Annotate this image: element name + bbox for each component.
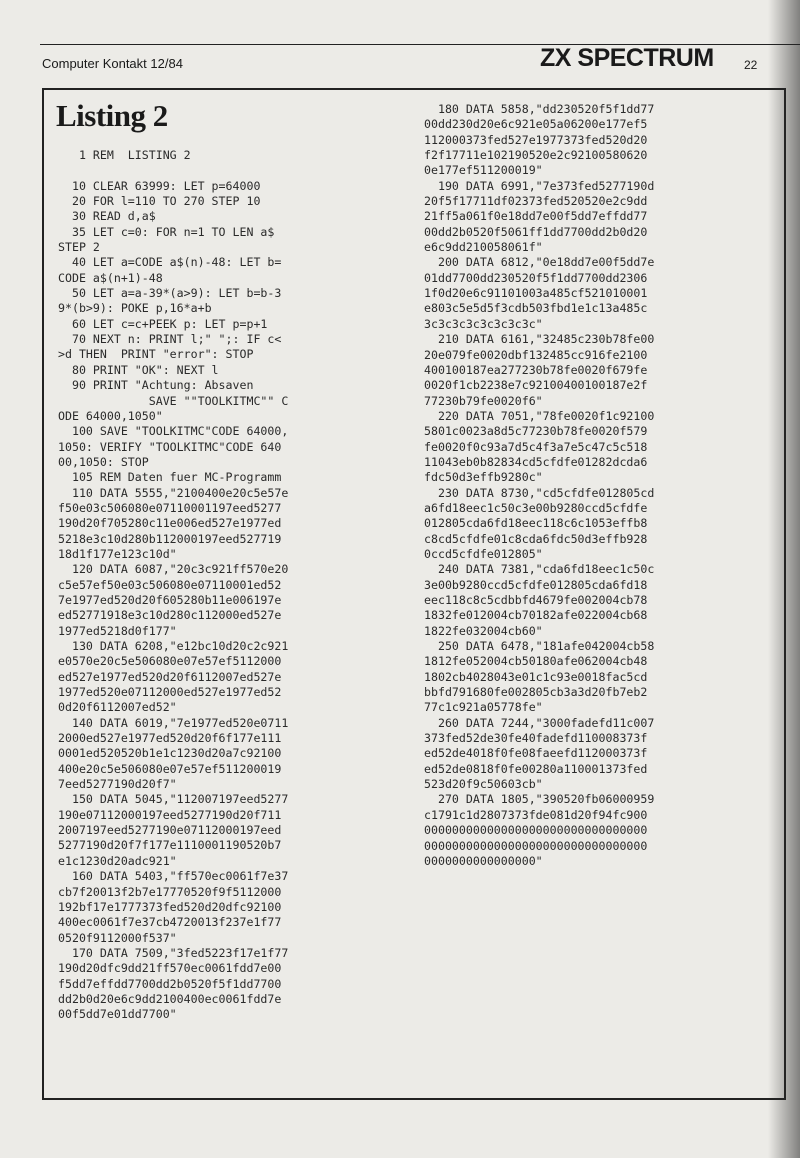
code-line: c1791c1d2807373fde081d20f94fc900	[424, 807, 648, 822]
code-line: 00dd2b0520f5061ff1dd7700dd2b0d20	[424, 224, 648, 239]
code-line: 30 READ d,a$	[58, 209, 156, 224]
code-line: 10 CLEAR 63999: LET p=64000	[58, 178, 261, 193]
code-line: 00000000000000000000000000000000	[424, 838, 648, 853]
code-line: STEP 2	[58, 240, 100, 255]
code-line: e6c9dd210058061f"	[424, 240, 543, 255]
code-line: SAVE ""TOOLKITMC"" C	[58, 393, 289, 408]
code-line: 11043eb0b82834cd5cfdfe01282dcda6	[424, 454, 648, 469]
code-line	[58, 163, 288, 178]
code-line: ODE 64000,1050"	[58, 408, 163, 423]
code-line: 3c3c3c3c3c3c3c3c"	[424, 316, 543, 331]
code-line: ed52de0818f0fe00280a110001373fed	[424, 761, 648, 776]
code-line: 240 DATA 7381,"cda6fd18eec1c50c	[424, 562, 655, 577]
code-line: CODE a$(n+1)-48	[58, 270, 163, 285]
section-title: ZX SPECTRUM	[540, 44, 714, 72]
code-line: 2007197eed5277190e07112000197eed	[58, 823, 282, 838]
code-line: c5e57ef50e03c506080e07110001ed52	[58, 577, 282, 592]
page-number: 22	[744, 58, 758, 72]
code-line: 1977ed5218d0f177"	[58, 623, 177, 638]
code-line: 18d1f177e123c10d"	[58, 546, 177, 561]
code-line: ed52de4018f0fe08faeefd112000373f	[424, 746, 648, 761]
code-line: c8cd5cfdfe01c8cda6fdc50d3effb928	[424, 531, 648, 546]
code-line: 1 REM LISTING 2	[58, 148, 191, 162]
code-line: 0000000000000000"	[424, 853, 543, 868]
code-line: 190d20f705280c11e006ed527e1977ed	[58, 516, 282, 531]
code-line: 1802cb4028043e01c1c93e0018fac5cd	[424, 669, 648, 684]
code-line: 180 DATA 5858,"dd230520f5f1dd77	[424, 102, 655, 116]
code-line: 1832fe012004cb70182afe022004cb68	[424, 608, 648, 623]
code-line: dd2b0d20e6c9dd2100400ec0061fdd7e	[58, 991, 282, 1006]
code-line: 80 PRINT "OK": NEXT l	[58, 362, 219, 377]
code-line: 120 DATA 6087,"20c3c921ff570e20	[58, 562, 289, 577]
code-line: 1822fe032004cb60"	[424, 623, 543, 638]
code-line: bbfd791680fe002805cb3a3d20fb7eb2	[424, 685, 648, 700]
code-line: 400e20c5e506080e07e57ef511200019	[58, 761, 282, 776]
code-line: e803c5e5d5f3cdb503fbd1e1c13a485c	[424, 301, 648, 316]
code-line: 01dd7700dd230520f5f1dd7700dd2306	[424, 270, 648, 285]
code-line: 50 LET a=a-39*(a>9): LET b=b-3	[58, 286, 282, 301]
code-line: 0020f1cb2238e7c92100400100187e2f	[424, 378, 648, 393]
code-line: 0001ed520520b1e1c1230d20a7c92100	[58, 746, 282, 761]
code-line: 20f5f17711df02373fed520520e2c9dd	[424, 194, 648, 209]
code-line: f2f17711e102190520e2c92100580620	[424, 148, 648, 163]
code-line: 60 LET c=c+PEEK p: LET p=p+1	[58, 316, 268, 331]
code-line: 160 DATA 5403,"ff570ec0061f7e37	[58, 869, 289, 884]
code-line: 20e079fe0020dbf132485cc916fe2100	[424, 347, 648, 362]
code-line: 21ff5a061f0e18dd7e00f5dd7effdd77	[424, 209, 648, 224]
code-line: 0520f9112000f537"	[58, 930, 177, 945]
code-line: 77c1c921a05778fe"	[424, 700, 543, 715]
code-line: 400ec0061f7e37cb4720013f237e1f77	[58, 915, 282, 930]
code-line: 7e1977ed520d20f605280b11e006197e	[58, 592, 282, 607]
code-line: 90 PRINT "Achtung: Absaven	[58, 378, 254, 393]
code-line: 00f5dd7e01dd7700"	[58, 1007, 177, 1022]
code-line: 130 DATA 6208,"e12bc10d20c2c921	[58, 639, 289, 653]
code-line: 70 NEXT n: PRINT l;" ";: IF c<	[58, 332, 282, 347]
code-line: f50e03c506080e07110001197eed5277	[58, 500, 282, 515]
magazine-issue: Computer Kontakt 12/84	[42, 56, 183, 71]
code-line: e0570e20c5e506080e07e57ef5112000	[58, 654, 282, 669]
code-line: 220 DATA 7051,"78fe0020f1c92100	[424, 408, 655, 423]
listing-left-column	[58, 148, 288, 1023]
code-line: 5277190d20f7f177e1110001190520b7	[58, 838, 282, 853]
code-line: 7eed5277190d20f7"	[58, 777, 177, 792]
code-line: 260 DATA 7244,"3000fadefd11c007	[424, 715, 655, 730]
code-line: >d THEN PRINT "error": STOP	[58, 347, 254, 362]
code-line: 40 LET a=CODE a$(n)-48: LET b=	[58, 255, 282, 270]
code-line: 20 FOR l=110 TO 270 STEP 10	[58, 194, 261, 209]
code-line: 190e07112000197eed5277190d20f711	[58, 807, 282, 822]
code-line: 2000ed527e1977ed520d20f6f177e111	[58, 731, 282, 746]
code-line: cb7f20013f2b7e17770520f9f5112000	[58, 884, 282, 899]
code-line: 0ccd5cfdfe012805"	[424, 546, 543, 561]
code-line: 1050: VERIFY "TOOLKITMC"CODE 640	[58, 439, 282, 454]
code-line: 140 DATA 6019,"7e1977ed520e0711	[58, 715, 289, 730]
code-line: 150 DATA 5045,"112007197eed5277	[58, 792, 289, 807]
page-edge-shadow	[768, 0, 800, 1158]
code-line: ed527e1977ed520d20f6112007ed527e	[58, 669, 282, 684]
code-line: 9*(b>9): POKE p,16*a+b	[58, 301, 212, 316]
code-line: 0d20f6112007ed52"	[58, 700, 177, 715]
code-line: 112000373fed527e1977373fed520d20	[424, 132, 648, 147]
code-line: 1977ed520e07112000ed527e1977ed52	[58, 685, 282, 700]
code-line: 200 DATA 6812,"0e18dd7e00f5dd7e	[424, 255, 655, 270]
code-line: 35 LET c=0: FOR n=1 TO LEN a$	[58, 224, 275, 239]
code-line: 523d20f9c50603cb"	[424, 777, 543, 792]
code-line: 1f0d20e6c91101003a485cf521010001	[424, 286, 648, 301]
code-line: 012805cda6fd18eec118c6c1053effb8	[424, 516, 648, 531]
code-line: 3e00b9280ccd5cfdfe012805cda6fd18	[424, 577, 648, 592]
code-line: eec118c8c5cdbbfd4679fe002004cb78	[424, 593, 648, 607]
code-line: 100 SAVE "TOOLKITMC"CODE 64000,	[58, 424, 289, 439]
code-line: 250 DATA 6478,"181afe042004cb58	[424, 639, 655, 654]
code-line: 373fed52de30fe40fadefd110008373f	[424, 731, 648, 746]
code-line: a6fd18eec1c50c3e00b9280ccd5cfdfe	[424, 500, 648, 515]
code-line: 5218e3c10d280b112000197eed527719	[58, 531, 282, 546]
code-line: 400100187ea277230b78fe0020f679fe	[424, 362, 648, 377]
code-line: 270 DATA 1805,"390520fb06000959	[424, 792, 655, 807]
code-line: fdc50d3effb9280c"	[424, 470, 543, 485]
code-line: 190d20dfc9dd21ff570ec0061fdd7e00	[58, 961, 282, 976]
code-line: 5801c0023a8d5c77230b78fe0020f579	[424, 424, 648, 439]
code-line: 170 DATA 7509,"3fed5223f17e1f77	[58, 945, 289, 960]
listing-title: Listing 2	[56, 98, 168, 133]
code-line: 1812fe052004cb50180afe062004cb48	[424, 654, 648, 669]
code-line: ed52771918e3c10d280c112000ed527e	[58, 608, 282, 623]
code-line: fe0020f0c93a7d5c4f3a7e5c47c5c518	[424, 439, 648, 454]
code-line: f5dd7effdd7700dd2b0520f5f1dd7700	[58, 976, 282, 991]
code-line: 00000000000000000000000000000000	[424, 823, 648, 838]
code-line: 105 REM Daten fuer MC-Programm	[58, 470, 282, 485]
code-line: 110 DATA 5555,"2100400e20c5e57e	[58, 485, 289, 500]
code-line: 230 DATA 8730,"cd5cfdfe012805cd	[424, 485, 655, 500]
code-line: 77230b79fe0020f6"	[424, 393, 543, 408]
code-line: 00dd230d20e6c921e05a06200e177ef5	[424, 117, 648, 132]
listing-right-column	[424, 102, 654, 869]
code-line: 210 DATA 6161,"32485c230b78fe00	[424, 332, 655, 347]
code-line: e1c1230d20adc921"	[58, 853, 177, 868]
code-line: 00,1050: STOP	[58, 454, 149, 469]
code-line: 0e177ef511200019"	[424, 163, 543, 178]
code-line: 190 DATA 6991,"7e373fed5277190d	[424, 178, 655, 193]
code-line: 192bf17e1777373fed520d20dfc92100	[58, 899, 282, 914]
